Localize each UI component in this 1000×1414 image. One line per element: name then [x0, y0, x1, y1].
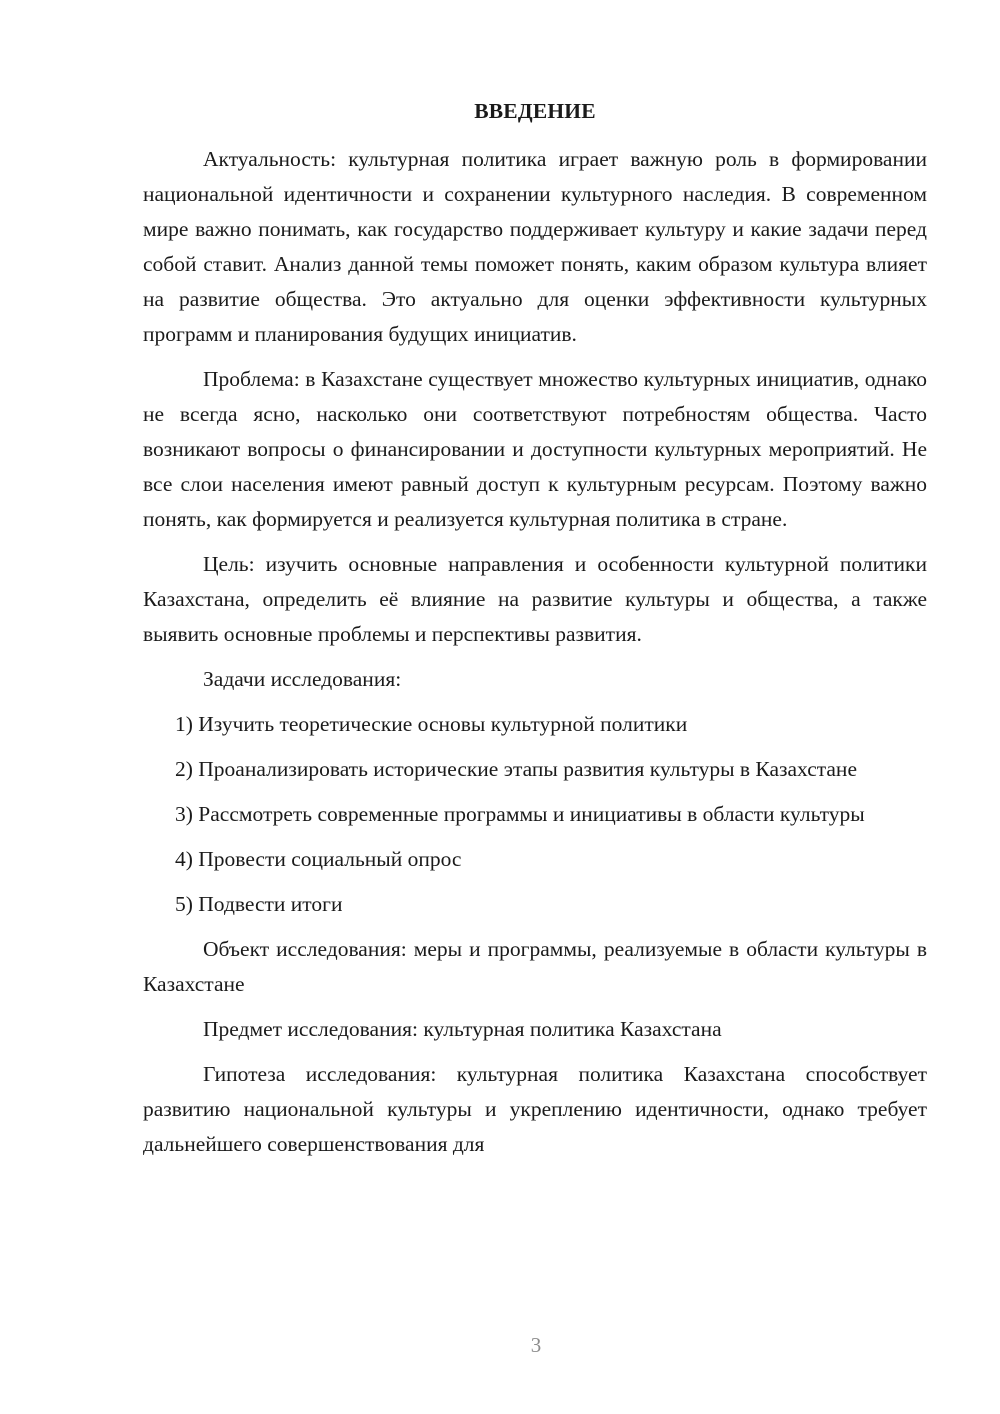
paragraph-subject: Предмет исследования: культурная политика Казахстана: [203, 1017, 722, 1041]
page-number: 3: [530, 1333, 542, 1357]
paragraph-goal: Цель: изучить основные направления и особенности культурной политики Казахстана, определить её влияние на развитие культуры и общества, а также выявить основные проблемы и перспективы развития.: [143, 552, 927, 646]
task-item-2: 2) Проанализировать исторические этапы развития культуры в Казахстане: [175, 757, 857, 781]
paragraph-hypothesis: Гипотеза исследования: культурная политика Казахстана способствует развитию национальной культуры и укреплению идентичности, однако требует дальнейшего совершенствования для: [143, 1062, 927, 1156]
task-item-1: 1) Изучить теоретические основы культурной политики: [175, 712, 688, 736]
task-item-5: 5) Подвести итоги: [175, 892, 343, 916]
page-content: [143, 96, 927, 1162]
task-item-3: 3) Рассмотреть современные программы и инициативы в области культуры: [175, 802, 865, 826]
task-item-4: 4) Провести социальный опрос: [175, 847, 462, 871]
page-title: ВВЕДЕНИЕ: [474, 99, 596, 123]
paragraph-relevance: Актуальность: культурная политика играет важную роль в формировании национальной идентичности и сохранении культурного наследия. В современном мире важно понимать, как государство поддерживает культуру и какие задачи перед собой ставит. Анализ данной темы поможет понять, каким образом культура влияет на развитие общества. Это актуально для оценки эффективности культурных программ и планирования будущих инициатив.: [143, 147, 927, 346]
tasks-heading: Задачи исследования:: [203, 667, 402, 691]
paragraph-object: Объект исследования: меры и программы, реализуемые в области культуры в Казахстане: [143, 937, 927, 996]
paragraph-problem: Проблема: в Казахстане существует множество культурных инициатив, однако не всегда ясно, насколько они соответствуют потребностям общества. Часто возникают вопросы о финансировании и доступности культурных мероприятий. Не все слои населения имеют равный доступ к культурным ресурсам. Поэтому важно понять, как формируется и реализуется культурная политика в стране.: [143, 367, 927, 531]
